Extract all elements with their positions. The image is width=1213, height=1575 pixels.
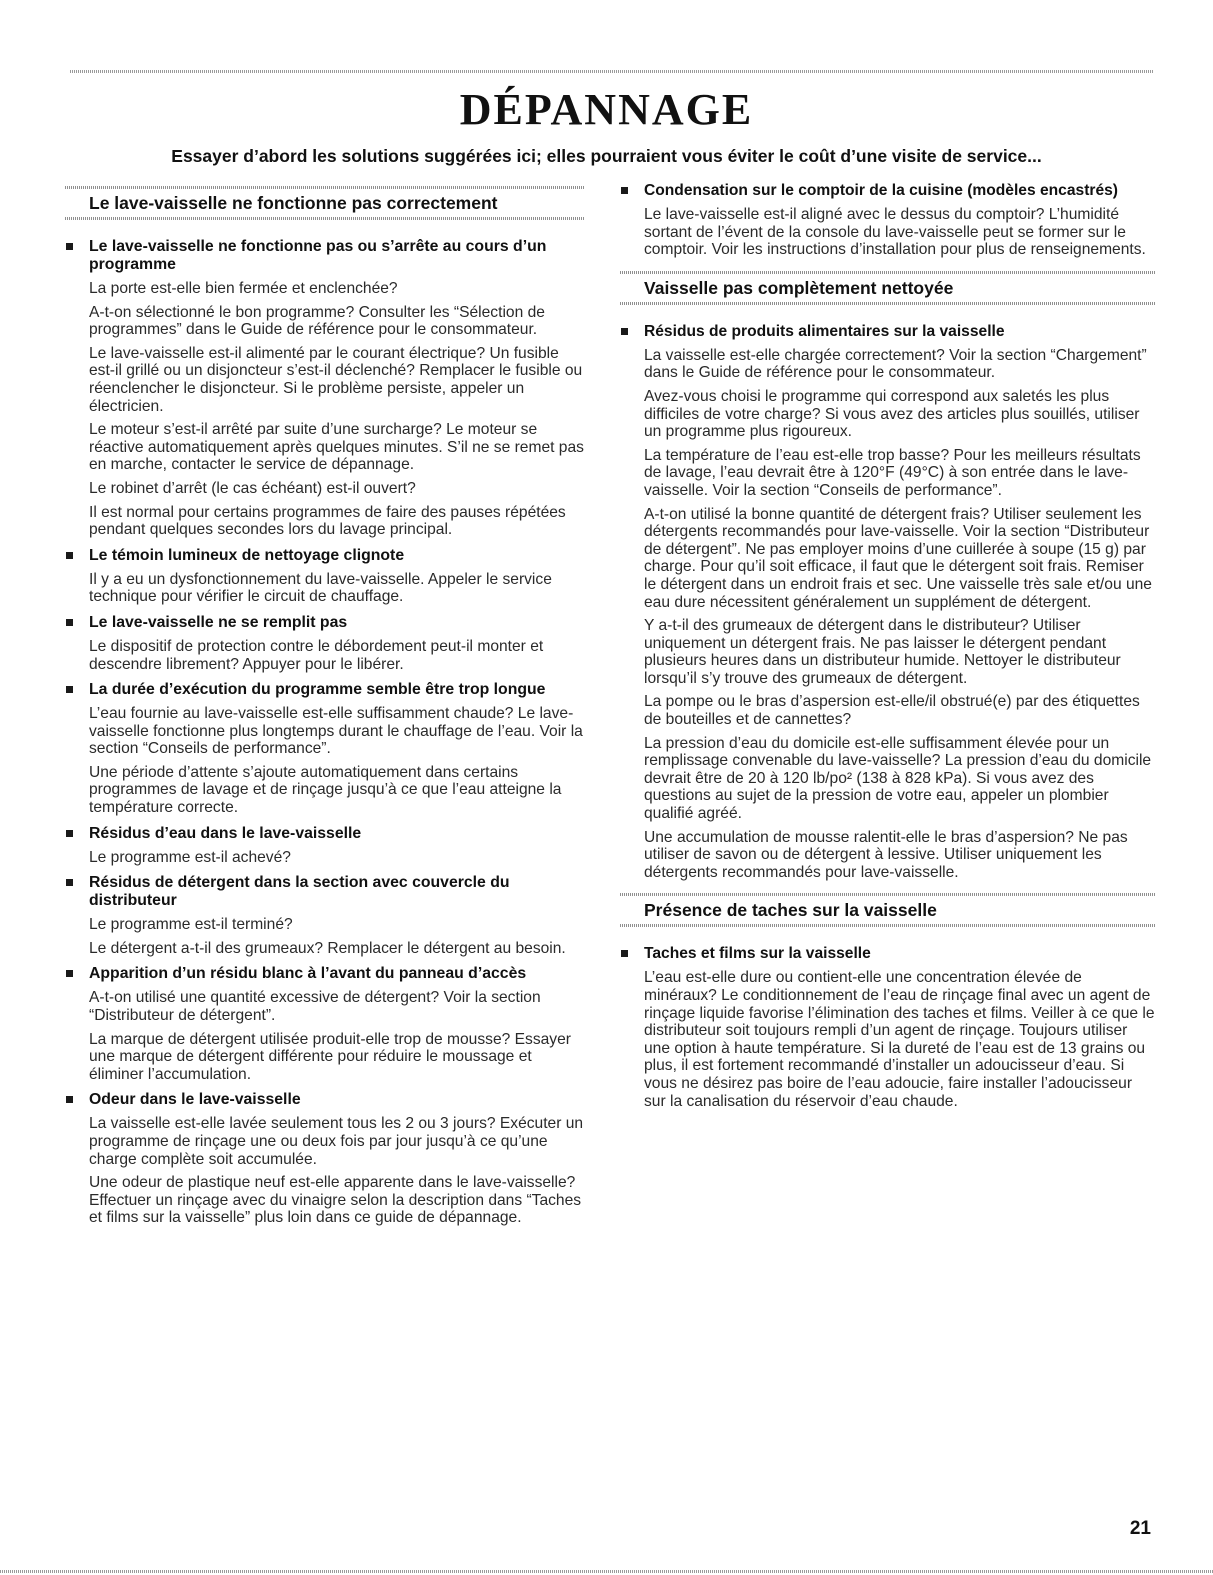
item-heading: Le témoin lumineux de nettoyage clignote <box>89 546 405 564</box>
bullet-icon <box>66 552 73 559</box>
item-text: A-t-on utilisé la bonne quantité de détergent frais? Utiliser seulement les détergents recommandés pour lave-vaisselle. Voir la section “Distributeur de détergent”. Ne pas employer moins d’une cuillerée à soupe (15 g) par charge. Pour qu’il soit efficace, il faut que le détergent soit frais. Remiser le détergent dans un endroit frais et sec. Une vaisselle très sale et/ou une eau dure nécessitent généralement un supplément de détergent. <box>644 505 1152 611</box>
item-text: Le détergent a-t-il des grumeaux? Remplacer le détergent au besoin. <box>89 939 566 957</box>
section-title: Vaisselle pas complètement nettoyée <box>644 277 954 298</box>
item-text: Le dispositif de protection contre le débordement peut-il monter et descendre librement? Appuyer pour le libérer. <box>89 637 544 673</box>
item-heading: Le lave-vaisselle ne se remplit pas <box>89 613 348 631</box>
section-header <box>65 182 585 226</box>
item-text: Il est normal pour certains programmes de faire des pauses répétées pendant quelques secondes lors du lavage principal. <box>89 503 566 539</box>
item-text: La vaisselle est-elle chargée correctement? Voir la section “Chargement” dans le Guide de référence pour le consommateur. <box>644 346 1147 382</box>
troubleshoot-item <box>65 874 585 957</box>
page-title: DÉPANNAGE <box>459 85 754 134</box>
item-text: A-t-on utilisé une quantité excessive de détergent? Voir la section “Distributeur de détergent”. <box>89 989 541 1025</box>
item-text: Une période d’attente s’ajoute automatiquement dans certains programmes de lavage et de rinçage jusqu’à ce que l’eau atteigne la température correcte. <box>89 763 562 817</box>
troubleshoot-item <box>65 547 585 606</box>
troubleshoot-item <box>65 681 585 817</box>
bullet-icon <box>621 187 628 194</box>
bullet-icon <box>621 950 628 957</box>
item-text: La température de l’eau est-elle trop basse? Pour les meilleurs résultats de lavage, l’eau devrait être à 120°F (49°C) à son entrée dans le lave-vaisselle. Voir la section “Conseils de performance”. <box>644 446 1141 499</box>
item-heading: Résidus de détergent dans la section avec couvercle du distributeur <box>89 874 510 910</box>
item-text: L’eau fournie au lave-vaisselle est-elle suffisamment chaude? Le lave-vaisselle fonctionne plus longtemps durant le chauffage de l’eau. Voir la section “Conseils de performance”. <box>89 705 583 758</box>
item-heading: La durée d’exécution du programme semble être trop longue <box>89 681 546 699</box>
bullet-icon <box>66 879 73 886</box>
troubleshoot-item <box>65 238 585 539</box>
item-heading: Taches et films sur la vaisselle <box>644 945 871 963</box>
item-text: Il y a eu un dysfonctionnement du lave-vaisselle. Appeler le service technique pour vérifier le circuit de chauffage. <box>89 570 552 606</box>
bullet-icon <box>621 328 628 335</box>
item-text: La pompe ou le bras d’aspersion est-elle/il obstrué(e) par des étiquettes de bouteilles et de cannettes? <box>644 693 1140 729</box>
item-text: La pression d’eau du domicile est-elle suffisamment élevée pour un remplissage convenable du lave-vaisselle? La pression d’eau du domicile devrait être de 20 à 120 lb/po² (138 à 828 kPa). Si vous avez des questions au sujet de la pression de votre eau, appeler un plombier qualifié agréé. <box>644 734 1152 823</box>
top-dotted-rule <box>70 70 1153 73</box>
item-text: Une odeur de plastique neuf est-elle apparente dans le lave-vaisselle? Effectuer un rinçage avec du vinaigre selon la description dans “Taches et films sur la vaisselle” plus loin dans ce guide de dépannage. <box>89 1174 582 1227</box>
item-text: Le lave-vaisselle est-il alimenté par le courant électrique? Un fusible est-il grillé ou un disjoncteur s’est-il déclenché? Remplacer le fusible ou réenclencher le disjoncteur. Si le problème persiste, appeler un électricien. <box>89 344 583 415</box>
bullet-icon <box>66 619 73 626</box>
troubleshoot-item <box>65 965 585 1083</box>
troubleshoot-item <box>65 825 585 867</box>
item-text: Le programme est-il achevé? <box>89 848 291 866</box>
item-text: Y a-t-il des grumeaux de détergent dans le distributeur? Utiliser uniquement un détergent frais. Ne pas laisser le détergent pendant plusieurs heures dans un distributeur humide. Nettoyer le distributeur lorsqu’il s’y trouve des grumeaux de détergent. <box>644 617 1121 687</box>
left-column <box>65 182 585 1235</box>
item-heading: Résidus d’eau dans le lave-vaisselle <box>89 824 362 842</box>
section-title: Le lave-vaisselle ne fonctionne pas correctement <box>89 193 498 213</box>
section-rule-bottom <box>620 302 1155 305</box>
section-header <box>620 889 1155 933</box>
page-number: 21 <box>1129 1518 1151 1539</box>
item-text: L’eau est-elle dure ou contient-elle une concentration élevée de minéraux? Le conditionnement de l’eau de rinçage final avec un agent de rinçage liquide favorise l’élimination des taches et films. Veiller à ce que le distributeur soit toujours rempli d’un agent de rinçage. Toujours utiliser une option à haute température. Si la dureté de l’eau est de 13 grains ou plus, il est fortement recommandé d’installer un adoucisseur d’eau. Si vous ne désirez pas boire de l’eau adoucie, faire installer l’adoucisseur sur la canalisation du réservoir d’eau chaude. <box>644 969 1155 1110</box>
item-text: A-t-on sélectionné le bon programme? Consulter les “Sélection de programmes” dans le Guide de référence pour le consommateur. <box>89 303 545 339</box>
item-text: La vaisselle est-elle lavée seulement tous les 2 ou 3 jours? Exécuter un programme de rinçage une ou deux fois par jour jusqu’à ce qu’une charge complète soit accumulée. <box>89 1115 584 1168</box>
bullet-icon <box>66 243 73 250</box>
bullet-icon <box>66 686 73 693</box>
item-heading: Le lave-vaisselle ne fonctionne pas ou s’arrête au cours d’un programme <box>89 238 547 273</box>
troubleshoot-item <box>65 614 585 673</box>
item-text: La marque de détergent utilisée produit-elle trop de mousse? Essayer une marque de détergent différente pour réduire le moussage et éliminer l’accumulation. <box>89 1030 571 1083</box>
item-text: Le moteur s’est-il arrêté par suite d’une surcharge? Le moteur se réactive automatiquement après quelques minutes. S’il ne se remet pas en marche, contacter le service de dépannage. <box>89 421 584 474</box>
item-heading: Résidus de produits alimentaires sur la vaisselle <box>644 322 1005 340</box>
item-heading: Apparition d’un résidu blanc à l’avant du panneau d’accès <box>89 965 527 983</box>
bullet-icon <box>66 830 73 837</box>
section-title: Présence de taches sur la vaisselle <box>644 900 937 921</box>
bottom-dotted-rule <box>0 1570 1213 1573</box>
troubleshoot-item <box>620 945 1155 1110</box>
item-heading: Odeur dans le lave-vaisselle <box>89 1091 301 1109</box>
troubleshoot-item <box>620 323 1155 882</box>
page-subtitle: Essayer d’abord les solutions suggérées ici; elles pourraient vous éviter le coût d’une visite de service... <box>171 146 1042 166</box>
section-rule-bottom <box>65 217 585 220</box>
section-header <box>620 267 1155 311</box>
troubleshoot-item <box>65 1091 585 1227</box>
bullet-icon <box>66 1096 73 1103</box>
item-text: Le lave-vaisselle est-il aligné avec le dessus du comptoir? L’humidité sortant de l’évent de la console du lave-vaisselle peut se former sur le comptoir. Voir les instructions d’installation pour plus de renseignements. <box>644 206 1146 259</box>
right-column <box>620 182 1155 1118</box>
item-text: Le robinet d’arrêt (le cas échéant) est-il ouvert? <box>89 479 416 497</box>
item-text: Une accumulation de mousse ralentit-elle le bras d’aspersion? Ne pas utiliser de savon ou de détergent à lessive. Utiliser uniquement les détergents recommandés pour lave-vaisselle. <box>644 828 1128 881</box>
section-rule-bottom <box>620 924 1155 927</box>
item-text: Avez-vous choisi le programme qui correspond aux saletés les plus difficiles de votre charge? Si vous avez des articles plus souillés, utiliser un programme plus rigoureux. <box>644 387 1140 441</box>
troubleshoot-item <box>620 182 1155 259</box>
bullet-icon <box>66 970 73 977</box>
item-text: La porte est-elle bien fermée et enclenchée? <box>89 280 398 297</box>
item-text: Le programme est-il terminé? <box>89 916 293 934</box>
item-heading: Condensation sur le comptoir de la cuisine (modèles encastrés) <box>644 182 1119 199</box>
